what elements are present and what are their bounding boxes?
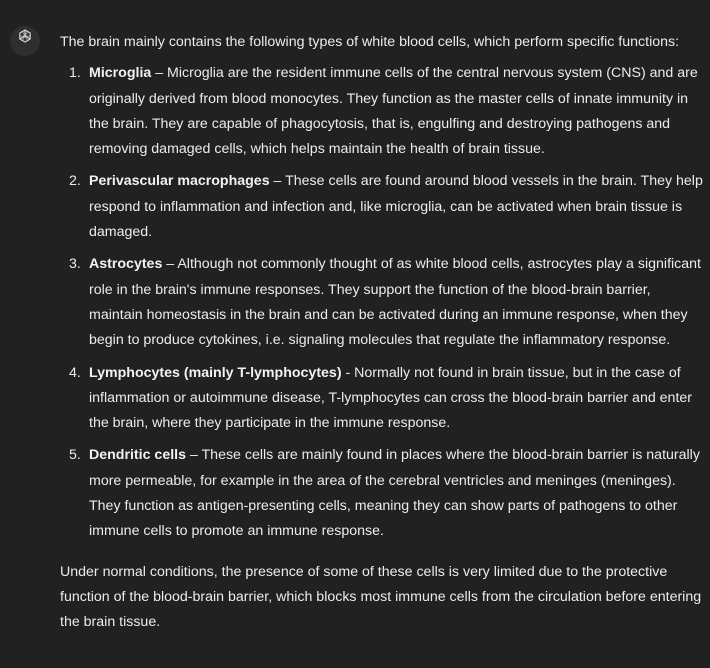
message-outro: Under normal conditions, the presence of some of these cells is very limited due to the protective function of the blood-brain barrier, which blocks most immune cells from the circulation before entering the brain tissue. bbox=[60, 563, 702, 631]
list-item-number: 4. bbox=[69, 364, 81, 381]
list-item-text: – Microglia are the resident immune cells of the central nervous system (CNS) and are originally derived from blood monocytes. They function as the master cells of innate immunity in the brain. They are capable of phagocytosis, that is, engulfing and destroying pathogens and removing damaged cells, which helps maintain the health of brain tissue. bbox=[89, 65, 698, 158]
list-item bbox=[69, 61, 704, 162]
list-item-term: Microglia bbox=[89, 65, 152, 82]
list-item-term: Dendritic cells bbox=[89, 447, 186, 464]
list-item-text: – These cells are found around blood vessels in the brain. They help respond to inflammation and infection and, like microglia, can be activated when brain tissue is damaged. bbox=[89, 173, 703, 241]
cell-types-list bbox=[60, 61, 704, 544]
list-item bbox=[69, 443, 704, 544]
list-item-term: Perivascular macrophages bbox=[89, 173, 270, 190]
list-item bbox=[69, 252, 704, 353]
assistant-message bbox=[60, 30, 704, 636]
list-item bbox=[69, 169, 704, 245]
list-item-term: Lymphocytes (mainly T-lymphocytes) bbox=[89, 364, 342, 381]
openai-logo-icon bbox=[16, 27, 34, 54]
list-item-number: 3. bbox=[69, 256, 81, 273]
list-item-text: – Although not commonly thought of as white blood cells, astrocytes play a significant role in the brain's immune responses. They support the function of the blood-brain barrier, maintain homeostasis in the brain and can be activated during an immune response, when they begin to produce cytokines, i.e. signaling molecules that regulate the inflammatory response. bbox=[89, 256, 701, 349]
list-item-text: – These cells are mainly found in places where the blood-brain barrier is naturally more permeable, for example in the area of the cerebral ventricles and meninges (meninges). They function as antigen-presenting cells, meaning they can show parts of pathogens to other immune cells to promote an immune response. bbox=[89, 447, 700, 540]
list-item-text: - Normally not found in brain tissue, but in the case of inflammation or autoimmune disease, T-lymphocytes can cross the blood-brain barrier and enter the brain, where they participate in the immune response. bbox=[89, 364, 693, 432]
list-item bbox=[69, 361, 704, 437]
list-item-term: Astrocytes bbox=[89, 256, 163, 273]
list-item-number: 1. bbox=[69, 65, 81, 82]
list-item-number: 5. bbox=[69, 447, 81, 464]
message-intro: The brain mainly contains the following types of white blood cells, which perform specific functions: bbox=[60, 34, 680, 50]
assistant-avatar bbox=[10, 26, 40, 56]
list-item-number: 2. bbox=[69, 173, 81, 190]
